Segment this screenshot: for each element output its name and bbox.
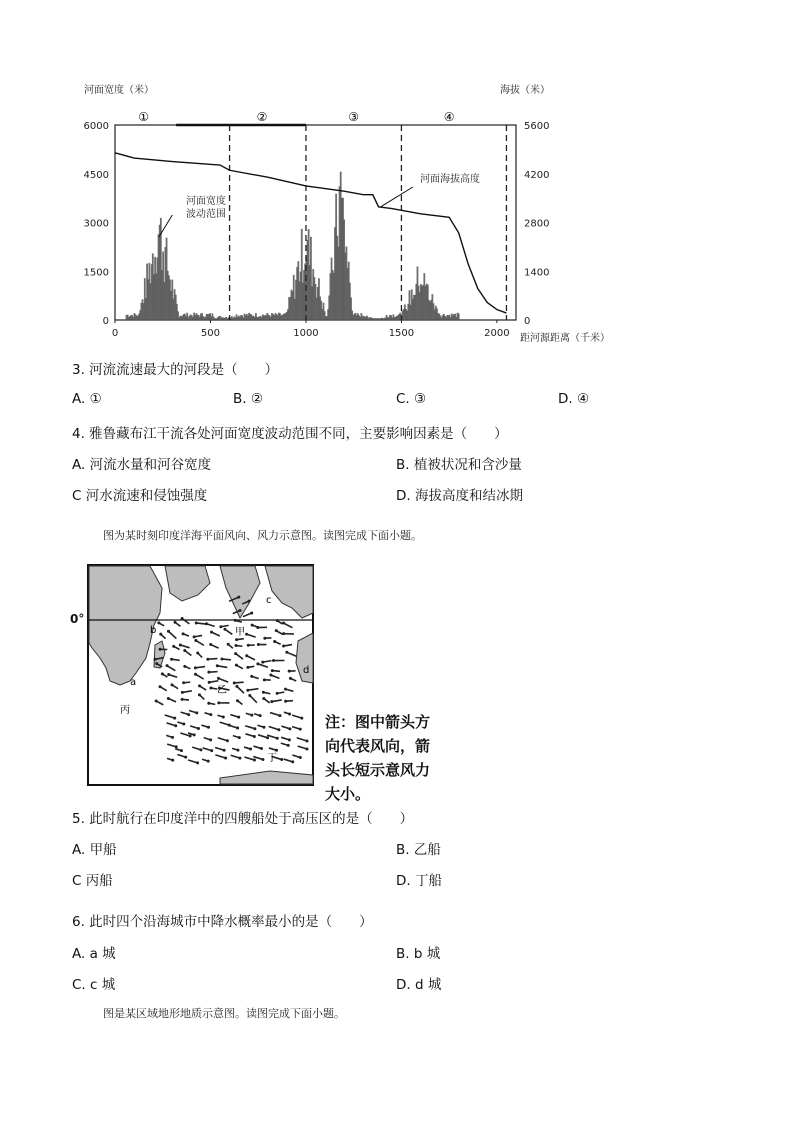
elevation-annotation-arrow (380, 187, 412, 207)
wind-arrow-head (262, 726, 265, 729)
wind-arrow-head (261, 758, 264, 761)
wind-arrow-head (194, 666, 197, 669)
wind-arrow-head (288, 738, 291, 741)
q5-option-c[interactable]: C 丙船 (72, 873, 113, 889)
y-left-tick-label: 0 (102, 316, 109, 327)
wind-arrow-head (182, 722, 185, 725)
wind-arrow-head (181, 698, 184, 701)
wind-arrow-head (159, 633, 162, 636)
wind-arrow-head (273, 640, 276, 643)
wind-arrow-head (236, 727, 239, 730)
city-a-label: a (130, 677, 137, 688)
city-b-label: b (150, 625, 157, 636)
y-left-tick-label: 3000 (83, 218, 109, 230)
wind-arrow-head (171, 759, 174, 762)
wind-arrow-head (256, 626, 259, 629)
wind-arrow-head (269, 674, 272, 677)
wind-arrow-head (223, 749, 226, 752)
y-right-tick-label: 5600 (524, 121, 550, 132)
map-note-line3: 头长短示意风力 (325, 761, 431, 779)
wind-arrow-head (289, 677, 292, 680)
wind-arrow-head (196, 761, 199, 764)
wind-arrow-head (207, 702, 210, 705)
q4-option-b[interactable]: B. 植被状况和含沙量 (396, 457, 522, 473)
wind-arrow-head (237, 716, 240, 719)
wind-arrow-head (306, 739, 309, 742)
wind-arrow-head (277, 728, 280, 731)
question-5-stem: 5. 此时航行在印度洋中的四艘船处于高压区的是（ ） (72, 811, 414, 827)
y-right-tick-label: 2800 (524, 218, 550, 230)
wind-arrow-head (263, 678, 266, 681)
wind-arrow-head (300, 717, 303, 720)
wind-arrow-head (207, 726, 210, 729)
indian-ocean-wind-map (70, 563, 320, 788)
q3-option-a[interactable]: A. ① (72, 391, 102, 407)
segment-label: ④ (443, 110, 455, 124)
wind-arrow-head (259, 714, 262, 717)
wind-arrow-head (216, 664, 219, 667)
wind-arrow-head (181, 691, 184, 694)
wind-arrow-head (275, 629, 278, 632)
q4-option-d[interactable]: D. 海拔高度和结冰期 (396, 488, 523, 504)
x-tick-label: 1000 (293, 328, 319, 339)
q5-option-a[interactable]: A. 甲船 (72, 842, 117, 858)
wind-arrow-head (227, 643, 230, 646)
width-annotation (186, 195, 226, 221)
y-left-tick-label: 6000 (83, 121, 109, 132)
wind-arrow-head (288, 670, 291, 673)
wind-arrow-head (299, 756, 302, 759)
wind-arrow-head (181, 617, 184, 620)
ship-jia-label: 甲 (235, 627, 245, 638)
wind-arrow-head (171, 683, 174, 686)
ship-ding-label: 丁 (267, 753, 277, 764)
wind-arrow-head (235, 664, 238, 667)
q6-option-c[interactable]: C. c 城 (72, 977, 116, 993)
q4-option-c[interactable]: C 河水流速和侵蚀强度 (72, 488, 208, 504)
ship-bing-label: 丙 (120, 705, 130, 716)
city-d-label: d (303, 665, 310, 676)
x-tick-label: 500 (200, 328, 221, 339)
wind-arrow-head (209, 713, 212, 716)
wind-arrow-head (166, 664, 169, 667)
width-annotation-line2: 波动范围 (186, 209, 226, 220)
wind-arrow-head (238, 736, 241, 739)
left-axis-title: 河面宽度（米） (84, 85, 154, 96)
segment-label: ② (256, 110, 268, 124)
x-tick-label: 0 (111, 328, 119, 339)
wind-arrow-head (222, 716, 225, 719)
wind-arrow-head (210, 749, 213, 752)
wind-arrow-head (250, 714, 253, 717)
q3-option-b[interactable]: B. ② (233, 391, 263, 407)
wind-arrow-head (291, 760, 294, 763)
wind-arrow-head (263, 637, 266, 640)
wind-arrow-head (174, 724, 177, 727)
wind-arrow-head (248, 694, 251, 697)
map-note-line1: 注：图中箭头方 (325, 713, 431, 731)
wind-arrow-head (275, 749, 278, 752)
question-3-stem: 3. 河流流速最大的河段是（ ） (72, 362, 279, 378)
wind-arrow-head (271, 669, 274, 672)
wind-arrow-head (197, 727, 200, 730)
wind-arrow-head (196, 651, 199, 654)
wind-arrow-head (206, 658, 209, 661)
wind-arrow-head (155, 662, 158, 665)
wind-arrow-head (245, 654, 248, 657)
wind-arrow-head (253, 735, 256, 738)
wind-arrow-head (207, 671, 210, 674)
right-axis-title: 海拔（米） (500, 85, 550, 96)
wind-arrow-head (280, 758, 283, 761)
wind-arrow-head (172, 645, 175, 648)
wind-arrow-head (182, 632, 185, 635)
wind-arrow-head (261, 661, 264, 664)
wind-arrow-head (287, 744, 290, 747)
map-intro: 图为某时刻印度洋海平面风向、风力示意图。读图完成下面小题。 (103, 529, 422, 542)
y-right-tick-label: 0 (524, 316, 531, 327)
q3-option-c[interactable]: C. ③ (396, 391, 427, 407)
wind-arrow-head (198, 684, 201, 687)
map-svg (70, 563, 320, 788)
wind-arrow-head (236, 699, 239, 702)
wind-arrow-head (194, 639, 197, 642)
q6-option-d[interactable]: D. d 城 (396, 977, 442, 993)
wind-arrow-head (209, 738, 212, 741)
wind-arrow-head (272, 659, 275, 662)
wind-arrow-head (226, 739, 229, 742)
equator-label: 0° (70, 612, 85, 626)
wind-arrow-head (189, 735, 192, 738)
wind-arrow-head (235, 685, 238, 688)
wind-arrow-head (284, 700, 287, 703)
segment-label: ③ (348, 110, 360, 124)
wind-arrow-head (159, 648, 162, 651)
wind-arrow-head (253, 727, 256, 730)
wind-arrow-head (219, 625, 222, 628)
q5-option-d[interactable]: D. 丁船 (396, 873, 442, 889)
y-left-tick-label: 4500 (83, 169, 109, 181)
x-tick-label: 1500 (388, 328, 415, 339)
wind-arrow-head (282, 645, 285, 648)
wind-arrow-head (207, 760, 210, 763)
wind-arrow-head (246, 689, 249, 692)
wind-arrow-head (179, 644, 182, 647)
wind-arrow-head (182, 681, 185, 684)
wind-arrow-head (239, 609, 242, 612)
wind-arrow-head (195, 621, 198, 624)
wind-arrow-head (288, 712, 291, 715)
wind-arrow-head (282, 622, 285, 625)
wind-arrow-head (167, 673, 170, 676)
wind-arrow-head (249, 748, 252, 751)
map-note (325, 710, 430, 806)
wind-arrow-head (193, 635, 196, 638)
wind-arrow-head (154, 658, 157, 661)
wind-arrow-head (266, 736, 269, 739)
chart-svg (70, 75, 650, 350)
wind-arrow-head (217, 677, 220, 680)
q6-option-a[interactable]: A. a 城 (72, 946, 116, 962)
wind-arrow-head (299, 728, 302, 731)
wind-arrow-head (234, 619, 237, 622)
city-c-label: c (266, 595, 272, 606)
wind-arrow-head (250, 675, 253, 678)
wind-arrow-head (157, 621, 160, 624)
wind-arrow-head (209, 686, 212, 689)
wind-arrow-head (285, 651, 288, 654)
wind-arrow-head (220, 658, 223, 661)
segment-label: ① (138, 110, 150, 124)
map-note-line4: 大小。 (325, 785, 371, 803)
elevation-annotation: 河面海拔高度 (420, 170, 480, 185)
wind-arrow-head (284, 688, 287, 691)
wind-arrow-head (167, 630, 170, 633)
wind-arrow-head (224, 756, 227, 759)
wind-arrow-head (276, 692, 279, 695)
wind-arrow-head (187, 713, 190, 716)
wind-arrow-head (245, 633, 248, 636)
wind-arrow-head (193, 733, 196, 736)
y-right-tick-label: 4200 (524, 169, 550, 181)
wind-arrow-head (236, 749, 239, 752)
wind-arrow-head (288, 727, 291, 730)
wind-arrow-head (276, 737, 279, 740)
wind-arrow-head (246, 666, 249, 669)
q4-option-a[interactable]: A. 河流水量和河谷宽度 (72, 457, 212, 473)
wind-arrow-head (237, 596, 240, 599)
ship-yi-label: 乙 (217, 685, 227, 696)
wind-arrow-head (195, 711, 198, 714)
wind-arrow-head (217, 701, 220, 704)
q5-option-b[interactable]: B. 乙船 (396, 842, 441, 858)
wind-arrow-head (247, 644, 250, 647)
wind-arrow-head (159, 685, 162, 688)
wind-arrow-head (175, 745, 178, 748)
wind-arrow-head (251, 624, 254, 627)
width-annotation-line1: 河面宽度 (186, 196, 226, 207)
wind-arrow-head (250, 611, 253, 614)
wind-arrow-head (262, 691, 265, 694)
wind-arrow-head (209, 643, 212, 646)
wind-arrow-head (257, 643, 260, 646)
question-6-stem: 6. 此时四个沿海城市中降水概率最小的是（ ） (72, 914, 373, 930)
wind-arrow-head (282, 632, 285, 635)
wind-arrow-head (198, 693, 201, 696)
wind-arrow-head (256, 662, 259, 665)
wind-arrow-head (305, 747, 308, 750)
wind-arrow-head (233, 681, 236, 684)
y-left-tick-label: 1500 (83, 267, 109, 279)
wind-arrow-head (235, 644, 238, 647)
wind-arrow-head (205, 622, 208, 625)
next-intro: 图是某区域地形地质示意图。读图完成下面小题。 (103, 1007, 345, 1020)
wind-arrow-head (161, 672, 164, 675)
wind-arrow-head (199, 748, 202, 751)
wind-arrow-head (210, 631, 213, 634)
wind-arrow-head (194, 673, 197, 676)
wind-arrow-head (171, 736, 174, 739)
wind-arrow-head (276, 619, 279, 622)
wind-arrow-head (208, 681, 211, 684)
wind-arrow-head (262, 697, 265, 700)
wind-arrow-head (167, 697, 170, 700)
wind-arrow-head (253, 759, 256, 762)
y-right-tick-label: 1400 (524, 267, 550, 279)
question-4-stem: 4. 雅鲁藏布江干流各处河面宽度波动范围不同，主要影响因素是（ ） (72, 426, 508, 442)
wind-arrow-head (184, 756, 187, 759)
wind-arrow-head (173, 717, 176, 720)
map-note-line2: 向代表风向，箭 (325, 737, 431, 755)
q3-option-d[interactable]: D. ④ (558, 391, 590, 407)
wind-arrow-head (234, 652, 237, 655)
wind-arrow-head (260, 747, 263, 750)
q6-option-b[interactable]: B. b 城 (396, 946, 441, 962)
wind-arrow-head (223, 628, 226, 631)
river-profile-chart (70, 75, 650, 350)
x-axis-title: 距河源距离（千米） (520, 333, 610, 344)
wind-arrow-head (174, 621, 177, 624)
wind-arrow-head (270, 700, 273, 703)
wind-arrow-head (235, 638, 238, 641)
x-tick-label: 2000 (484, 328, 510, 339)
wind-arrow-head (170, 658, 173, 661)
wind-arrow-head (238, 757, 241, 760)
wind-arrow-head (183, 665, 186, 668)
wind-arrow-head (183, 649, 186, 652)
wind-arrow-head (155, 699, 158, 702)
wind-arrow-head (180, 749, 183, 752)
wind-arrow-head (247, 600, 250, 603)
wind-arrow-head (278, 714, 281, 717)
